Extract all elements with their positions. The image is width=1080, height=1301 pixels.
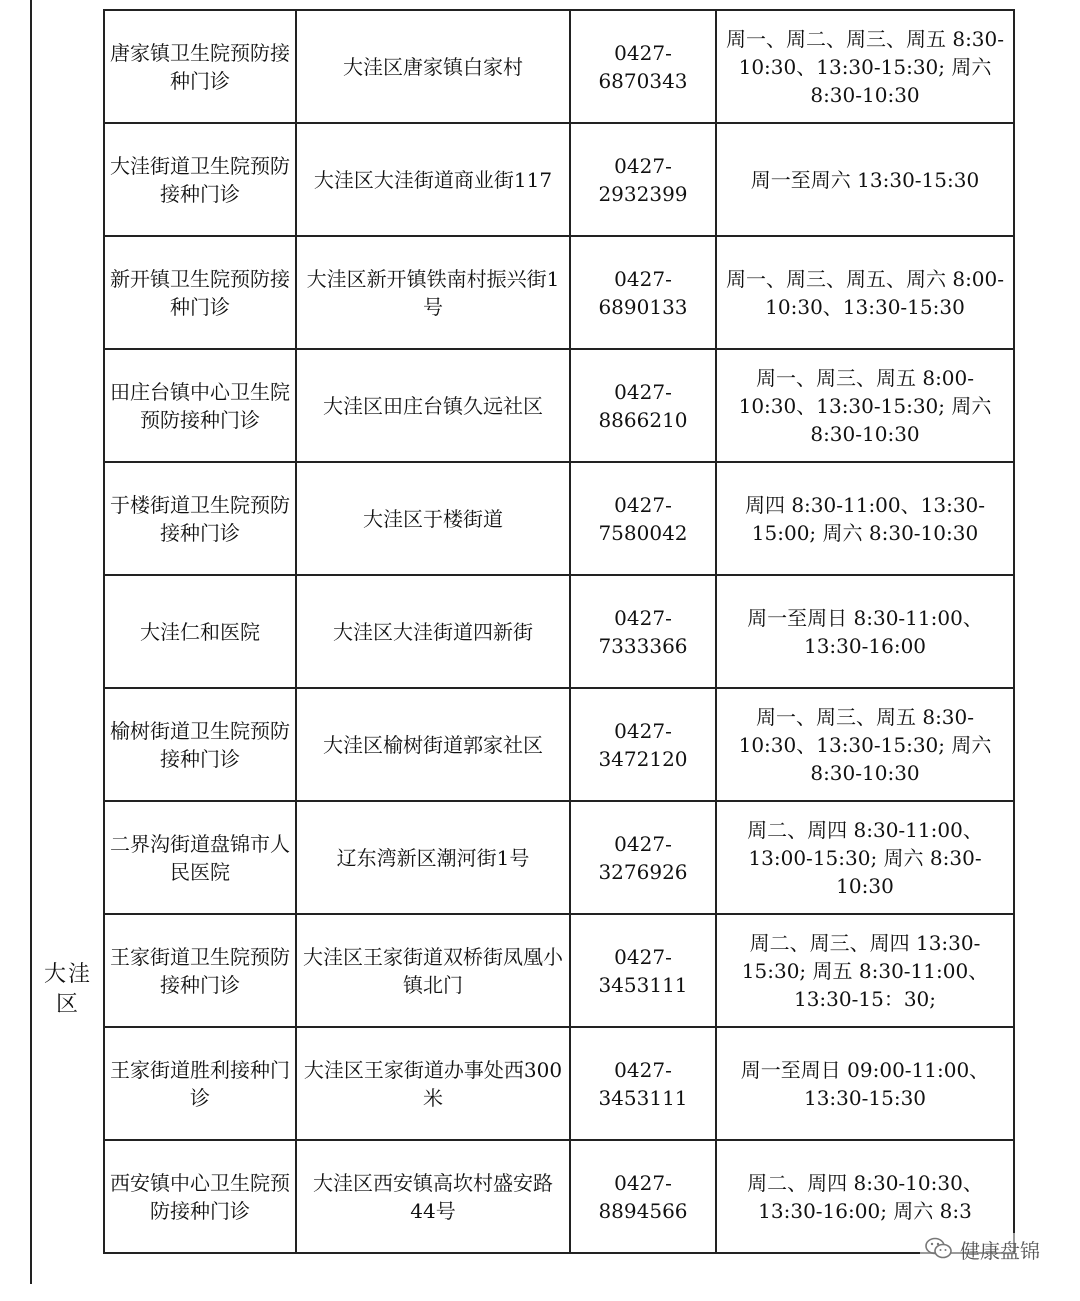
address-cell: 大洼区王家街道办事处西300米 — [296, 1027, 570, 1140]
clinic-name-cell: 大洼仁和医院 — [104, 575, 296, 688]
phone-cell: 0427-3276926 — [570, 801, 716, 914]
clinic-name-cell: 二界沟街道盘锦市人民医院 — [104, 801, 296, 914]
phone-cell: 0427-8866210 — [570, 349, 716, 462]
table-row — [104, 688, 1014, 801]
hours-cell: 周一至周日 8:30-11:00、13:30-16:00 — [716, 575, 1014, 688]
table-row — [104, 349, 1014, 462]
clinic-name-cell: 西安镇中心卫生院预防接种门诊 — [104, 1140, 296, 1253]
clinic-table — [103, 9, 1015, 1254]
address-cell: 大洼区大洼街道商业街117 — [296, 123, 570, 236]
left-border-line — [30, 0, 32, 1284]
table-row — [104, 123, 1014, 236]
table-row — [104, 10, 1014, 123]
address-cell: 大洼区新开镇铁南村振兴街1号 — [296, 236, 570, 349]
clinic-name-cell: 田庄台镇中心卫生院预防接种门诊 — [104, 349, 296, 462]
address-cell: 大洼区田庄台镇久远社区 — [296, 349, 570, 462]
table-row — [104, 462, 1014, 575]
address-cell: 大洼区唐家镇白家村 — [296, 10, 570, 123]
clinic-table-body — [104, 10, 1014, 1253]
table-row — [104, 914, 1014, 1027]
hours-cell: 周一至周六 13:30-15:30 — [716, 123, 1014, 236]
phone-cell: 0427-6870343 — [570, 10, 716, 123]
hours-cell: 周二、周三、周四 13:30-15:30; 周五 8:30-11:00、13:30-15：30; — [716, 914, 1014, 1027]
address-cell: 大洼区榆树街道郭家社区 — [296, 688, 570, 801]
phone-cell: 0427-3453111 — [570, 914, 716, 1027]
table-row — [104, 575, 1014, 688]
address-cell: 大洼区西安镇高坎村盛安路44号 — [296, 1140, 570, 1253]
phone-cell: 0427-6890133 — [570, 236, 716, 349]
hours-cell: 周一、周三、周五 8:00-10:30、13:30-15:30; 周六 8:30-10:30 — [716, 349, 1014, 462]
phone-cell: 0427-7580042 — [570, 462, 716, 575]
clinic-name-cell: 王家街道胜利接种门诊 — [104, 1027, 296, 1140]
hours-cell: 周二、周四 8:30-10:30、13:30-16:00; 周六 8:3 — [716, 1140, 1014, 1253]
hours-cell: 周一、周三、周五、周六 8:00-10:30、13:30-15:30 — [716, 236, 1014, 349]
hours-cell: 周一、周二、周三、周五 8:30-10:30、13:30-15:30; 周六 8:30-10:30 — [716, 10, 1014, 123]
phone-cell: 0427-8894566 — [570, 1140, 716, 1253]
hours-cell: 周四 8:30-11:00、13:30-15:00; 周六 8:30-10:30 — [716, 462, 1014, 575]
address-cell: 辽东湾新区潮河街1号 — [296, 801, 570, 914]
address-cell: 大洼区王家街道双桥街凤凰小镇北门 — [296, 914, 570, 1027]
table-row — [104, 1027, 1014, 1140]
phone-cell: 0427-3453111 — [570, 1027, 716, 1140]
watermark — [920, 1233, 1044, 1265]
table-row — [104, 1140, 1014, 1253]
phone-cell: 0427-3472120 — [570, 688, 716, 801]
clinic-name-cell: 王家街道卫生院预防接种门诊 — [104, 914, 296, 1027]
hours-cell: 周二、周四 8:30-11:00、13:00-15:30; 周六 8:30-10:30 — [716, 801, 1014, 914]
district-label: 大洼 区 — [43, 962, 92, 1017]
watermark-text: 健康盘锦 — [960, 1238, 1040, 1263]
clinic-name-cell: 新开镇卫生院预防接种门诊 — [104, 236, 296, 349]
hours-cell: 周一至周日 09:00-11:00、13:30-15:30 — [716, 1027, 1014, 1140]
phone-cell: 0427-7333366 — [570, 575, 716, 688]
clinic-name-cell: 唐家镇卫生院预防接种门诊 — [104, 10, 296, 123]
wechat-icon — [924, 1236, 954, 1262]
address-cell: 大洼区大洼街道四新街 — [296, 575, 570, 688]
table-row — [104, 236, 1014, 349]
hours-cell: 周一、周三、周五 8:30-10:30、13:30-15:30; 周六 8:30-10:30 — [716, 688, 1014, 801]
clinic-name-cell: 大洼街道卫生院预防接种门诊 — [104, 123, 296, 236]
table-row — [104, 801, 1014, 914]
address-cell: 大洼区于楼街道 — [296, 462, 570, 575]
phone-cell: 0427-2932399 — [570, 123, 716, 236]
clinic-name-cell: 榆树街道卫生院预防接种门诊 — [104, 688, 296, 801]
clinic-name-cell: 于楼街道卫生院预防接种门诊 — [104, 462, 296, 575]
